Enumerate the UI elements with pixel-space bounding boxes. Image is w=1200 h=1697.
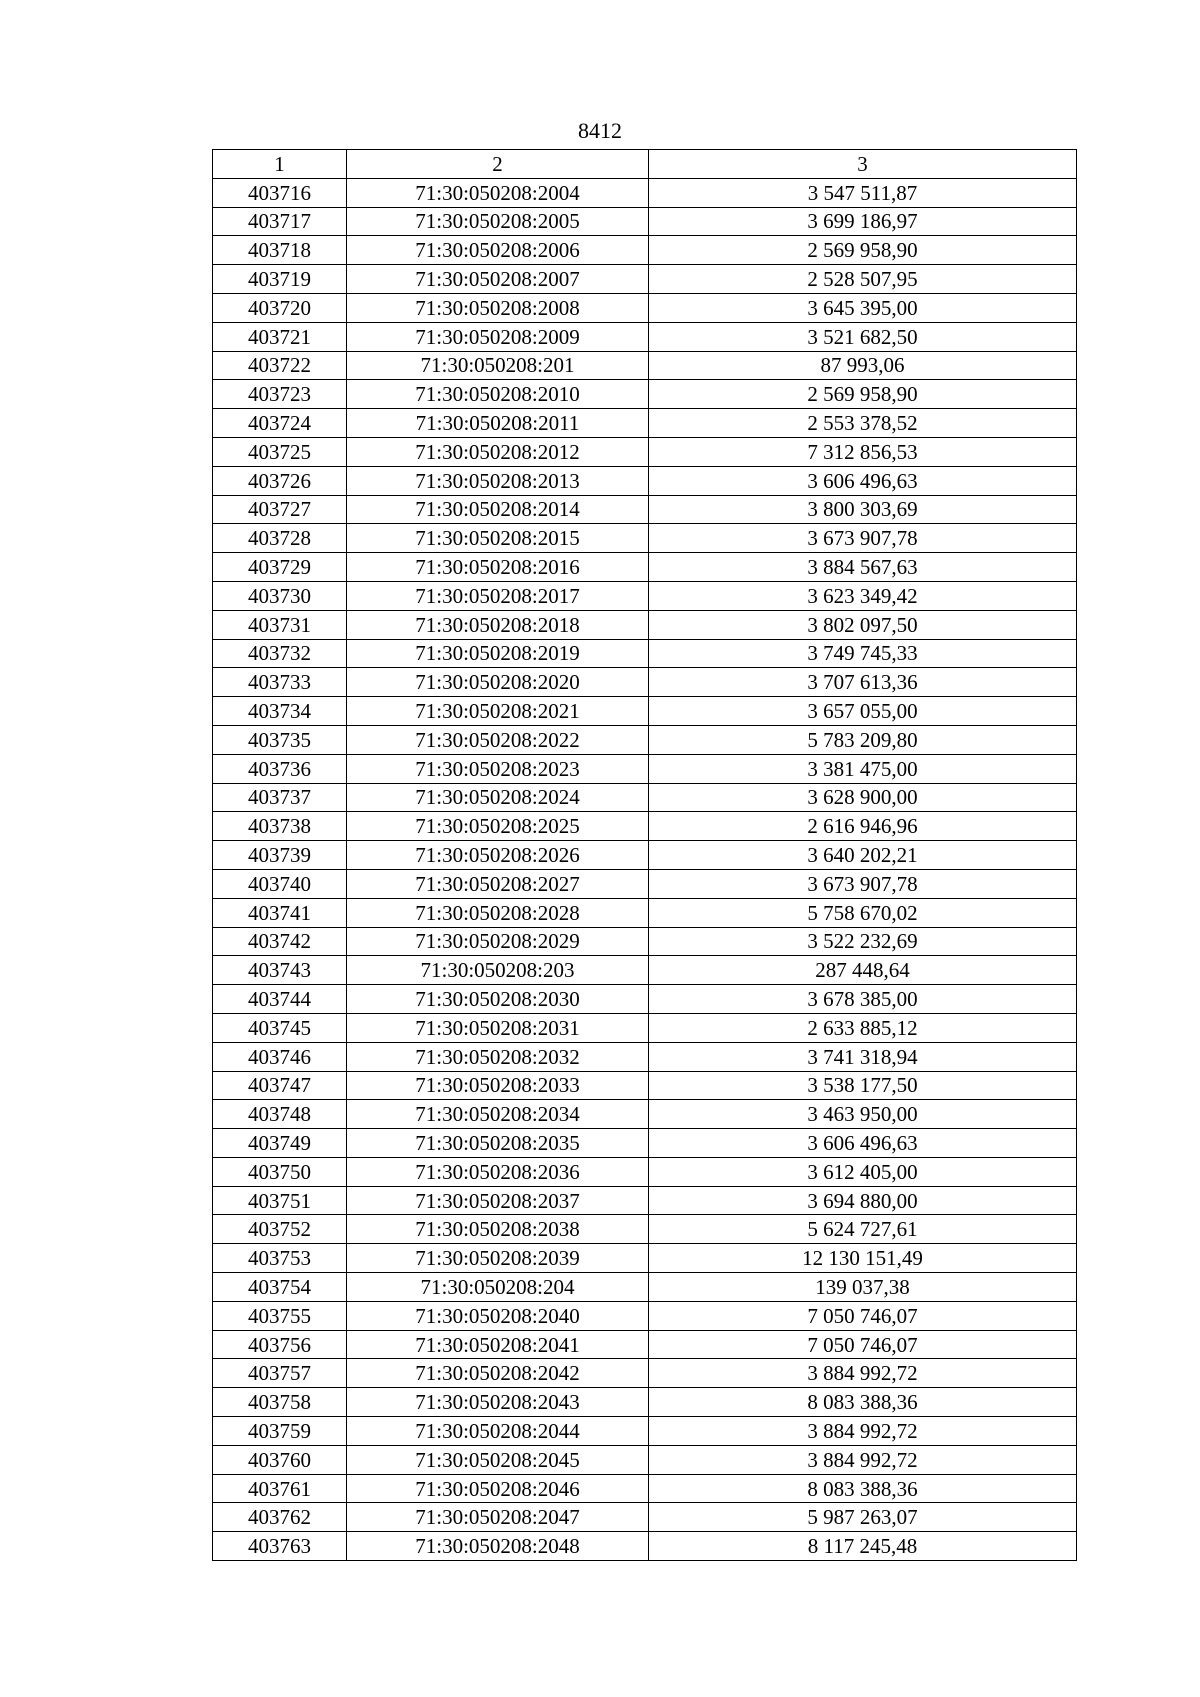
table-row	[213, 812, 1077, 841]
value-cell: 7 050 746,07	[649, 1330, 1077, 1359]
row-number-cell: 403744	[213, 985, 347, 1014]
value-cell: 3 800 303,69	[649, 495, 1077, 524]
table-row	[213, 1215, 1077, 1244]
cadastral-number-cell: 71:30:050208:2026	[347, 841, 649, 870]
table-row	[213, 293, 1077, 322]
row-number-cell: 403722	[213, 351, 347, 380]
table-row	[213, 178, 1077, 207]
value-cell: 139 037,38	[649, 1273, 1077, 1302]
value-cell: 5 758 670,02	[649, 898, 1077, 927]
row-number-cell: 403737	[213, 783, 347, 812]
cadastral-number-cell: 71:30:050208:201	[347, 351, 649, 380]
row-number-cell: 403716	[213, 178, 347, 207]
value-cell: 3 522 232,69	[649, 927, 1077, 956]
row-number-cell: 403752	[213, 1215, 347, 1244]
cadastral-number-cell: 71:30:050208:2007	[347, 265, 649, 294]
row-number-cell: 403742	[213, 927, 347, 956]
header-cell-2: 2	[347, 150, 649, 179]
cadastral-number-cell: 71:30:050208:2035	[347, 1129, 649, 1158]
cadastral-number-cell: 71:30:050208:2004	[347, 178, 649, 207]
row-number-cell: 403717	[213, 207, 347, 236]
table-row	[213, 322, 1077, 351]
cadastral-number-cell: 71:30:050208:2014	[347, 495, 649, 524]
cadastral-number-cell: 71:30:050208:2010	[347, 380, 649, 409]
cadastral-number-cell: 71:30:050208:2045	[347, 1445, 649, 1474]
value-cell: 3 884 992,72	[649, 1359, 1077, 1388]
value-cell: 3 645 395,00	[649, 293, 1077, 322]
row-number-cell: 403733	[213, 668, 347, 697]
value-cell: 3 547 511,87	[649, 178, 1077, 207]
row-number-cell: 403725	[213, 437, 347, 466]
value-cell: 3 884 567,63	[649, 553, 1077, 582]
table-header	[213, 150, 1077, 179]
value-cell: 8 083 388,36	[649, 1388, 1077, 1417]
cadastral-number-cell: 71:30:050208:204	[347, 1273, 649, 1302]
row-number-cell: 403746	[213, 1042, 347, 1071]
row-number-cell: 403740	[213, 869, 347, 898]
table-body	[213, 178, 1077, 1560]
cadastral-number-cell: 71:30:050208:2044	[347, 1417, 649, 1446]
row-number-cell: 403719	[213, 265, 347, 294]
value-cell: 3 640 202,21	[649, 841, 1077, 870]
value-cell: 5 624 727,61	[649, 1215, 1077, 1244]
table-row	[213, 1157, 1077, 1186]
cadastral-number-cell: 71:30:050208:2025	[347, 812, 649, 841]
table-row	[213, 437, 1077, 466]
table-row	[213, 1301, 1077, 1330]
row-number-cell: 403762	[213, 1503, 347, 1532]
table-row	[213, 466, 1077, 495]
value-cell: 3 694 880,00	[649, 1186, 1077, 1215]
table-row	[213, 1013, 1077, 1042]
cadastral-number-cell: 71:30:050208:2016	[347, 553, 649, 582]
cadastral-number-cell: 71:30:050208:2015	[347, 524, 649, 553]
value-cell: 3 699 186,97	[649, 207, 1077, 236]
table-row	[213, 841, 1077, 870]
value-cell: 3 628 900,00	[649, 783, 1077, 812]
row-number-cell: 403728	[213, 524, 347, 553]
cadastral-number-cell: 71:30:050208:2036	[347, 1157, 649, 1186]
table-row	[213, 869, 1077, 898]
table-row	[213, 1042, 1077, 1071]
value-cell: 3 623 349,42	[649, 581, 1077, 610]
row-number-cell: 403753	[213, 1244, 347, 1273]
table-row	[213, 1186, 1077, 1215]
value-cell: 3 749 745,33	[649, 639, 1077, 668]
value-cell: 3 612 405,00	[649, 1157, 1077, 1186]
row-number-cell: 403749	[213, 1129, 347, 1158]
value-cell: 8 083 388,36	[649, 1474, 1077, 1503]
cadastral-number-cell: 71:30:050208:2024	[347, 783, 649, 812]
value-cell: 3 741 318,94	[649, 1042, 1077, 1071]
value-cell: 12 130 151,49	[649, 1244, 1077, 1273]
table-row	[213, 1417, 1077, 1446]
cadastral-number-cell: 71:30:050208:2040	[347, 1301, 649, 1330]
table-row	[213, 1244, 1077, 1273]
value-cell: 2 569 958,90	[649, 380, 1077, 409]
value-cell: 3 463 950,00	[649, 1100, 1077, 1129]
row-number-cell: 403743	[213, 956, 347, 985]
row-number-cell: 403760	[213, 1445, 347, 1474]
cadastral-number-cell: 71:30:050208:2013	[347, 466, 649, 495]
table-row	[213, 985, 1077, 1014]
cadastral-number-cell: 71:30:050208:2011	[347, 409, 649, 438]
value-cell: 3 657 055,00	[649, 697, 1077, 726]
table-row	[213, 581, 1077, 610]
table-row	[213, 1474, 1077, 1503]
header-cell-3: 3	[649, 150, 1077, 179]
row-number-cell: 403755	[213, 1301, 347, 1330]
cadastral-number-cell: 71:30:050208:2005	[347, 207, 649, 236]
table-row	[213, 236, 1077, 265]
cadastral-number-cell: 71:30:050208:2048	[347, 1532, 649, 1561]
cadastral-number-cell: 71:30:050208:2022	[347, 725, 649, 754]
row-number-cell: 403736	[213, 754, 347, 783]
value-cell: 3 521 682,50	[649, 322, 1077, 351]
value-cell: 287 448,64	[649, 956, 1077, 985]
cadastral-number-cell: 71:30:050208:2034	[347, 1100, 649, 1129]
row-number-cell: 403747	[213, 1071, 347, 1100]
value-cell: 3 606 496,63	[649, 1129, 1077, 1158]
table-row	[213, 725, 1077, 754]
cadastral-number-cell: 71:30:050208:2041	[347, 1330, 649, 1359]
value-cell: 3 673 907,78	[649, 524, 1077, 553]
value-cell: 3 802 097,50	[649, 610, 1077, 639]
table-row	[213, 207, 1077, 236]
cadastral-number-cell: 71:30:050208:2017	[347, 581, 649, 610]
value-cell: 2 528 507,95	[649, 265, 1077, 294]
table-row	[213, 898, 1077, 927]
table-row	[213, 265, 1077, 294]
data-table	[212, 149, 1077, 1561]
value-cell: 3 381 475,00	[649, 754, 1077, 783]
cadastral-number-cell: 71:30:050208:2021	[347, 697, 649, 726]
page-number: 8412	[578, 118, 622, 143]
table-row	[213, 380, 1077, 409]
cadastral-number-cell: 71:30:050208:2039	[347, 1244, 649, 1273]
row-number-cell: 403734	[213, 697, 347, 726]
value-cell: 5 987 263,07	[649, 1503, 1077, 1532]
cadastral-number-cell: 71:30:050208:2029	[347, 927, 649, 956]
table-row	[213, 1445, 1077, 1474]
row-number-cell: 403757	[213, 1359, 347, 1388]
table-row	[213, 639, 1077, 668]
value-cell: 5 783 209,80	[649, 725, 1077, 754]
row-number-cell: 403756	[213, 1330, 347, 1359]
row-number-cell: 403751	[213, 1186, 347, 1215]
value-cell: 3 884 992,72	[649, 1417, 1077, 1446]
cadastral-number-cell: 71:30:050208:2038	[347, 1215, 649, 1244]
cadastral-number-cell: 71:30:050208:2018	[347, 610, 649, 639]
table-row	[213, 1503, 1077, 1532]
header-row	[213, 150, 1077, 179]
value-cell: 2 616 946,96	[649, 812, 1077, 841]
row-number-cell: 403750	[213, 1157, 347, 1186]
row-number-cell: 403727	[213, 495, 347, 524]
row-number-cell: 403761	[213, 1474, 347, 1503]
table-row	[213, 409, 1077, 438]
row-number-cell: 403735	[213, 725, 347, 754]
value-cell: 3 538 177,50	[649, 1071, 1077, 1100]
cadastral-number-cell: 71:30:050208:2009	[347, 322, 649, 351]
value-cell: 2 569 958,90	[649, 236, 1077, 265]
value-cell: 3 678 385,00	[649, 985, 1077, 1014]
cadastral-number-cell: 71:30:050208:2028	[347, 898, 649, 927]
table-row	[213, 553, 1077, 582]
table-row	[213, 1532, 1077, 1561]
table-row	[213, 1388, 1077, 1417]
cadastral-number-cell: 71:30:050208:203	[347, 956, 649, 985]
table-row	[213, 610, 1077, 639]
value-cell: 7 312 856,53	[649, 437, 1077, 466]
value-cell: 8 117 245,48	[649, 1532, 1077, 1561]
row-number-cell: 403732	[213, 639, 347, 668]
table-row	[213, 1330, 1077, 1359]
cadastral-number-cell: 71:30:050208:2019	[347, 639, 649, 668]
cadastral-number-cell: 71:30:050208:2033	[347, 1071, 649, 1100]
cadastral-number-cell: 71:30:050208:2030	[347, 985, 649, 1014]
value-cell: 87 993,06	[649, 351, 1077, 380]
value-cell: 3 884 992,72	[649, 1445, 1077, 1474]
row-number-cell: 403754	[213, 1273, 347, 1302]
cadastral-number-cell: 71:30:050208:2008	[347, 293, 649, 322]
cadastral-number-cell: 71:30:050208:2027	[347, 869, 649, 898]
cadastral-number-cell: 71:30:050208:2020	[347, 668, 649, 697]
row-number-cell: 403721	[213, 322, 347, 351]
row-number-cell: 403723	[213, 380, 347, 409]
row-number-cell: 403758	[213, 1388, 347, 1417]
cadastral-number-cell: 71:30:050208:2031	[347, 1013, 649, 1042]
cadastral-number-cell: 71:30:050208:2043	[347, 1388, 649, 1417]
row-number-cell: 403731	[213, 610, 347, 639]
row-number-cell: 403739	[213, 841, 347, 870]
value-cell: 2 633 885,12	[649, 1013, 1077, 1042]
cadastral-number-cell: 71:30:050208:2023	[347, 754, 649, 783]
table-row	[213, 1273, 1077, 1302]
table-row	[213, 956, 1077, 985]
table-row	[213, 1129, 1077, 1158]
row-number-cell: 403763	[213, 1532, 347, 1561]
row-number-cell: 403726	[213, 466, 347, 495]
cadastral-number-cell: 71:30:050208:2006	[347, 236, 649, 265]
value-cell: 7 050 746,07	[649, 1301, 1077, 1330]
row-number-cell: 403729	[213, 553, 347, 582]
table-row	[213, 524, 1077, 553]
cadastral-number-cell: 71:30:050208:2012	[347, 437, 649, 466]
table-row	[213, 754, 1077, 783]
cadastral-number-cell: 71:30:050208:2037	[347, 1186, 649, 1215]
table-row	[213, 495, 1077, 524]
cadastral-number-cell: 71:30:050208:2046	[347, 1474, 649, 1503]
value-cell: 2 553 378,52	[649, 409, 1077, 438]
cadastral-number-cell: 71:30:050208:2047	[347, 1503, 649, 1532]
table-row	[213, 1071, 1077, 1100]
value-cell: 3 707 613,36	[649, 668, 1077, 697]
row-number-cell: 403759	[213, 1417, 347, 1446]
table-row	[213, 927, 1077, 956]
table-row	[213, 1359, 1077, 1388]
row-number-cell: 403730	[213, 581, 347, 610]
row-number-cell: 403741	[213, 898, 347, 927]
row-number-cell: 403745	[213, 1013, 347, 1042]
table-row	[213, 1100, 1077, 1129]
row-number-cell: 403738	[213, 812, 347, 841]
table-row	[213, 697, 1077, 726]
row-number-cell: 403748	[213, 1100, 347, 1129]
row-number-cell: 403720	[213, 293, 347, 322]
cadastral-number-cell: 71:30:050208:2042	[347, 1359, 649, 1388]
cadastral-number-cell: 71:30:050208:2032	[347, 1042, 649, 1071]
table-row	[213, 783, 1077, 812]
table-row	[213, 668, 1077, 697]
row-number-cell: 403718	[213, 236, 347, 265]
row-number-cell: 403724	[213, 409, 347, 438]
value-cell: 3 673 907,78	[649, 869, 1077, 898]
value-cell: 3 606 496,63	[649, 466, 1077, 495]
table-row	[213, 351, 1077, 380]
header-cell-1: 1	[213, 150, 347, 179]
